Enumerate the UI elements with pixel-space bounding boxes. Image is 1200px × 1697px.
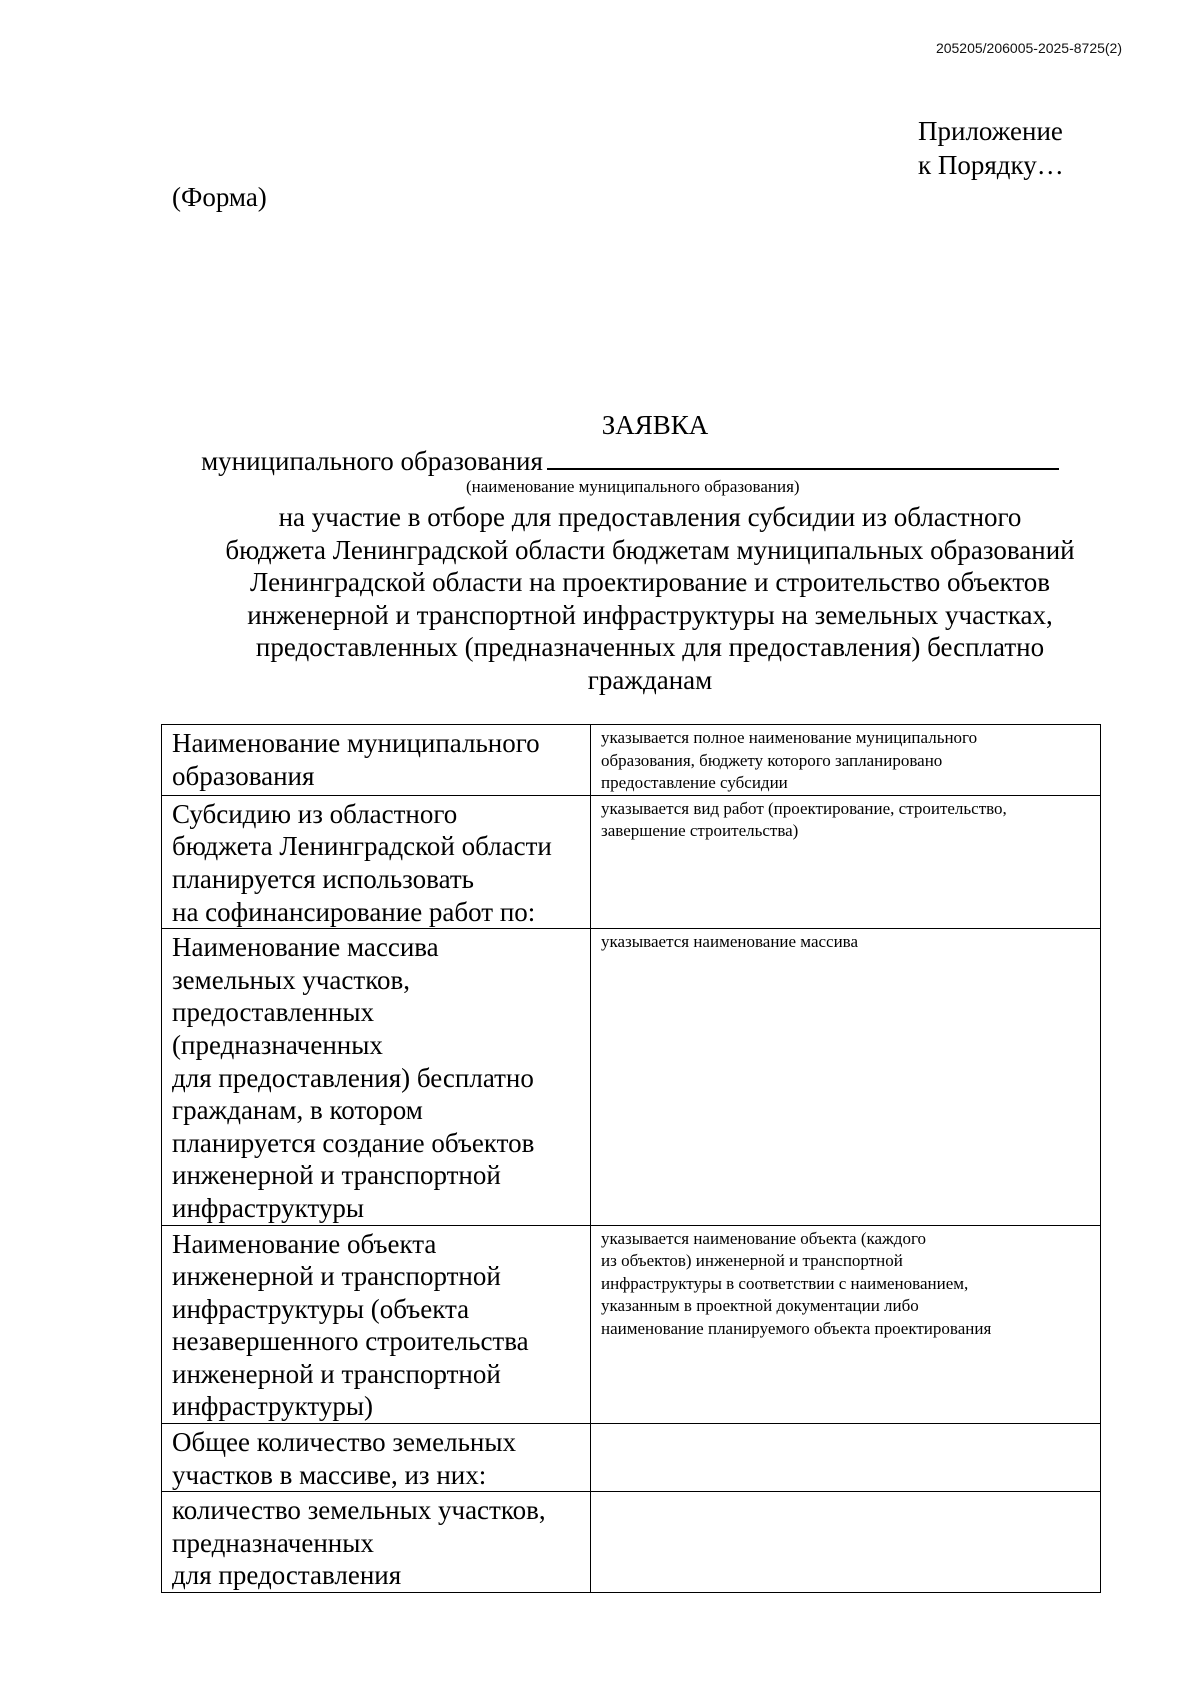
municipality-caption: (наименование муниципального образования) bbox=[466, 477, 800, 496]
field-hint-cell: указывается наименование объекта (каждого из объектов) инженерной и транспортной инфраструктуры в соответствии с наименованием, указанным в проектной документации либо наименование планируемого объекта проектирования bbox=[591, 1225, 1101, 1424]
municipality-line bbox=[160, 444, 1100, 477]
purpose-text bbox=[200, 501, 1100, 696]
municipality-label: муниципального образования bbox=[201, 446, 543, 476]
appendix-order-line: к Порядку… bbox=[918, 150, 1064, 180]
table-row bbox=[162, 1225, 1101, 1424]
purpose-line: бюджета Ленинградской области бюджетам муниципальных образований bbox=[225, 534, 1075, 565]
table-row bbox=[162, 795, 1101, 928]
field-name-cell: Субсидию из областного бюджета Ленинградской области планируется использовать на софинансирование работ по: bbox=[162, 795, 591, 928]
table-row bbox=[162, 929, 1101, 1225]
document-number: 205205/206005-2025-8725(2) bbox=[935, 40, 1122, 56]
purpose-line: на участие в отборе для предоставления субсидии из областного bbox=[278, 502, 1022, 532]
field-name-cell: Наименование муниципального образования bbox=[162, 725, 591, 796]
appendix-reference bbox=[918, 114, 1064, 182]
field-hint-cell: указывается вид работ (проектирование, строительство, завершение строительства) bbox=[591, 795, 1101, 928]
purpose-line: предоставленных (предназначенных для предоставления) бесплатно bbox=[255, 632, 1045, 662]
field-name-cell: количество земельных участков, предназначенных для предоставления bbox=[162, 1492, 591, 1593]
purpose-line: Ленинградской области на проектирование и строительство объектов bbox=[249, 567, 1051, 597]
table-row bbox=[162, 725, 1101, 796]
field-hint-cell: указывается наименование массива bbox=[591, 929, 1101, 1225]
appendix-line: Приложение bbox=[918, 116, 1063, 146]
field-hint-cell: указывается полное наименование муниципального образования, бюджету которого запланировано предоставление субсидии bbox=[591, 725, 1101, 796]
field-name-cell: Наименование объекта инженерной и транспортной инфраструктуры (объекта незавершенного строительства инженерной и транспортной инфраструктуры) bbox=[162, 1225, 591, 1424]
table-row bbox=[162, 1424, 1101, 1492]
form-label: (Форма) bbox=[172, 182, 267, 212]
municipality-blank-field bbox=[547, 444, 1059, 470]
table-row bbox=[162, 1492, 1101, 1593]
field-value-cell bbox=[591, 1424, 1101, 1492]
field-name-cell: Общее количество земельных участков в массиве, из них: bbox=[162, 1424, 591, 1492]
purpose-line: инженерной и транспортной инфраструктуры на земельных участках, bbox=[247, 599, 1053, 630]
application-table bbox=[161, 724, 1101, 1593]
field-name-cell: Наименование массива земельных участков, предоставленных (предназначенных для предоставления) бесплатно гражданам, в котором планируется создание объектов инженерной и транспортной инфраструктуры bbox=[162, 929, 591, 1225]
field-value-cell bbox=[591, 1492, 1101, 1593]
page-title: ЗАЯВКА bbox=[601, 410, 709, 440]
title-block bbox=[160, 408, 1100, 696]
purpose-line: гражданам bbox=[587, 664, 713, 695]
